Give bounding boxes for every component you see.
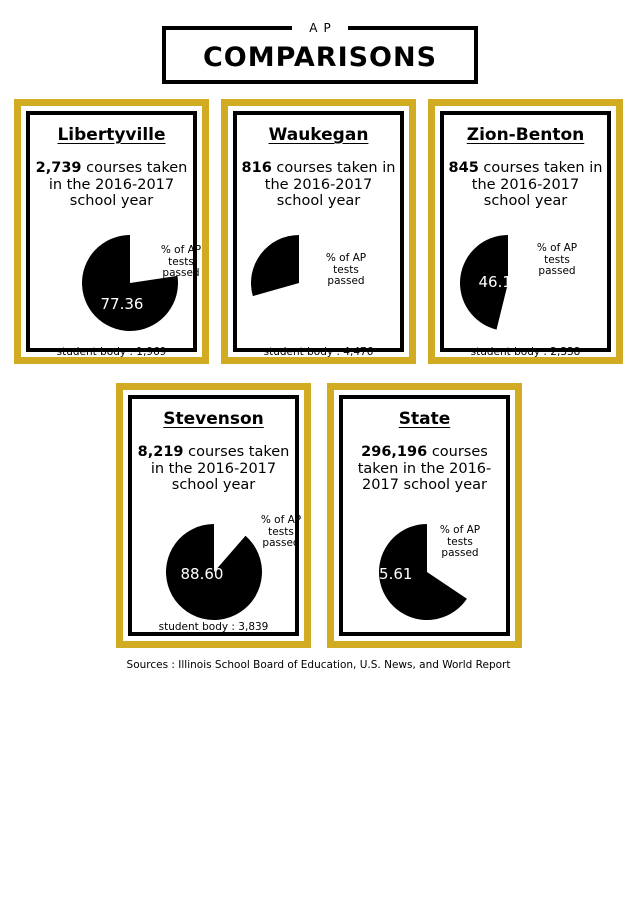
card-description: [241, 160, 396, 210]
courses-count: 2,739: [35, 160, 82, 176]
card-inner: [339, 395, 510, 636]
pie-value-label: 88.60: [180, 565, 224, 583]
school-card-4: [327, 383, 522, 648]
school-card-0: [14, 99, 209, 364]
card-description: [448, 160, 603, 210]
card-white-border: [123, 390, 304, 641]
card-description: [347, 444, 502, 494]
card-description: [136, 444, 291, 494]
school-card-1: [221, 99, 416, 364]
pie-value-label: 77.36: [100, 295, 144, 313]
card-inner: [233, 111, 404, 358]
student-body-label: student body : 1,969: [56, 346, 167, 358]
pie-slice-label: % of AP tests passed: [260, 514, 302, 549]
title-small: AP: [292, 20, 348, 36]
pie-slice-label: % of AP tests passed: [160, 244, 202, 279]
courses-count: 296,196: [361, 444, 428, 460]
pie-slice-label: % of AP tests passed: [439, 524, 481, 559]
card-title: State: [398, 409, 451, 429]
card-title: Waukegan: [268, 125, 369, 145]
courses-text: courses taken in the 2016-2017 school year: [471, 160, 603, 209]
student-body-label: student body : 3,839: [158, 621, 269, 633]
courses-count: 8,219: [137, 444, 184, 460]
courses-text: courses taken in the 2016-2017 school year: [264, 160, 396, 209]
school-card-3: [116, 383, 311, 648]
courses-text: courses taken in the 2016-2017 school year: [150, 444, 290, 493]
school-card-2: [428, 99, 623, 364]
pie-slice: [251, 235, 299, 296]
courses-text: courses taken in the 2016-2017 school year: [48, 160, 188, 209]
title-box: [162, 21, 478, 84]
card-title: Libertyville: [57, 125, 166, 145]
page-title: COMPARISONS: [202, 42, 438, 73]
student-body-label: student body : 4,476: [263, 346, 374, 358]
pie-value-label: 65.61: [369, 565, 413, 583]
card-inner: [440, 111, 611, 358]
card-inner: [26, 111, 202, 358]
card-white-border: [21, 106, 202, 357]
card-title: Stevenson: [163, 409, 264, 429]
card-title: Zion-Benton: [466, 125, 585, 145]
courses-text: courses taken in the 2016-2017 school year: [357, 444, 492, 493]
pie-value-label: 46.15: [478, 273, 522, 291]
card-white-border: [334, 390, 515, 641]
card-white-border: [435, 106, 616, 357]
pie-slice-label: % of AP tests passed: [325, 252, 367, 287]
student-body-label: student body : 2,338: [470, 346, 581, 358]
courses-count: 845: [448, 160, 479, 176]
card-inner: [128, 395, 302, 636]
pie-slice-label: % of AP tests passed: [536, 242, 578, 277]
card-white-border: [228, 106, 409, 357]
pie-value-label: 29.41: [271, 292, 315, 310]
courses-count: 816: [241, 160, 272, 176]
card-description: [34, 160, 189, 210]
sources-note: Sources : Illinois School Board of Education, U.S. News, and World Report: [126, 659, 511, 671]
